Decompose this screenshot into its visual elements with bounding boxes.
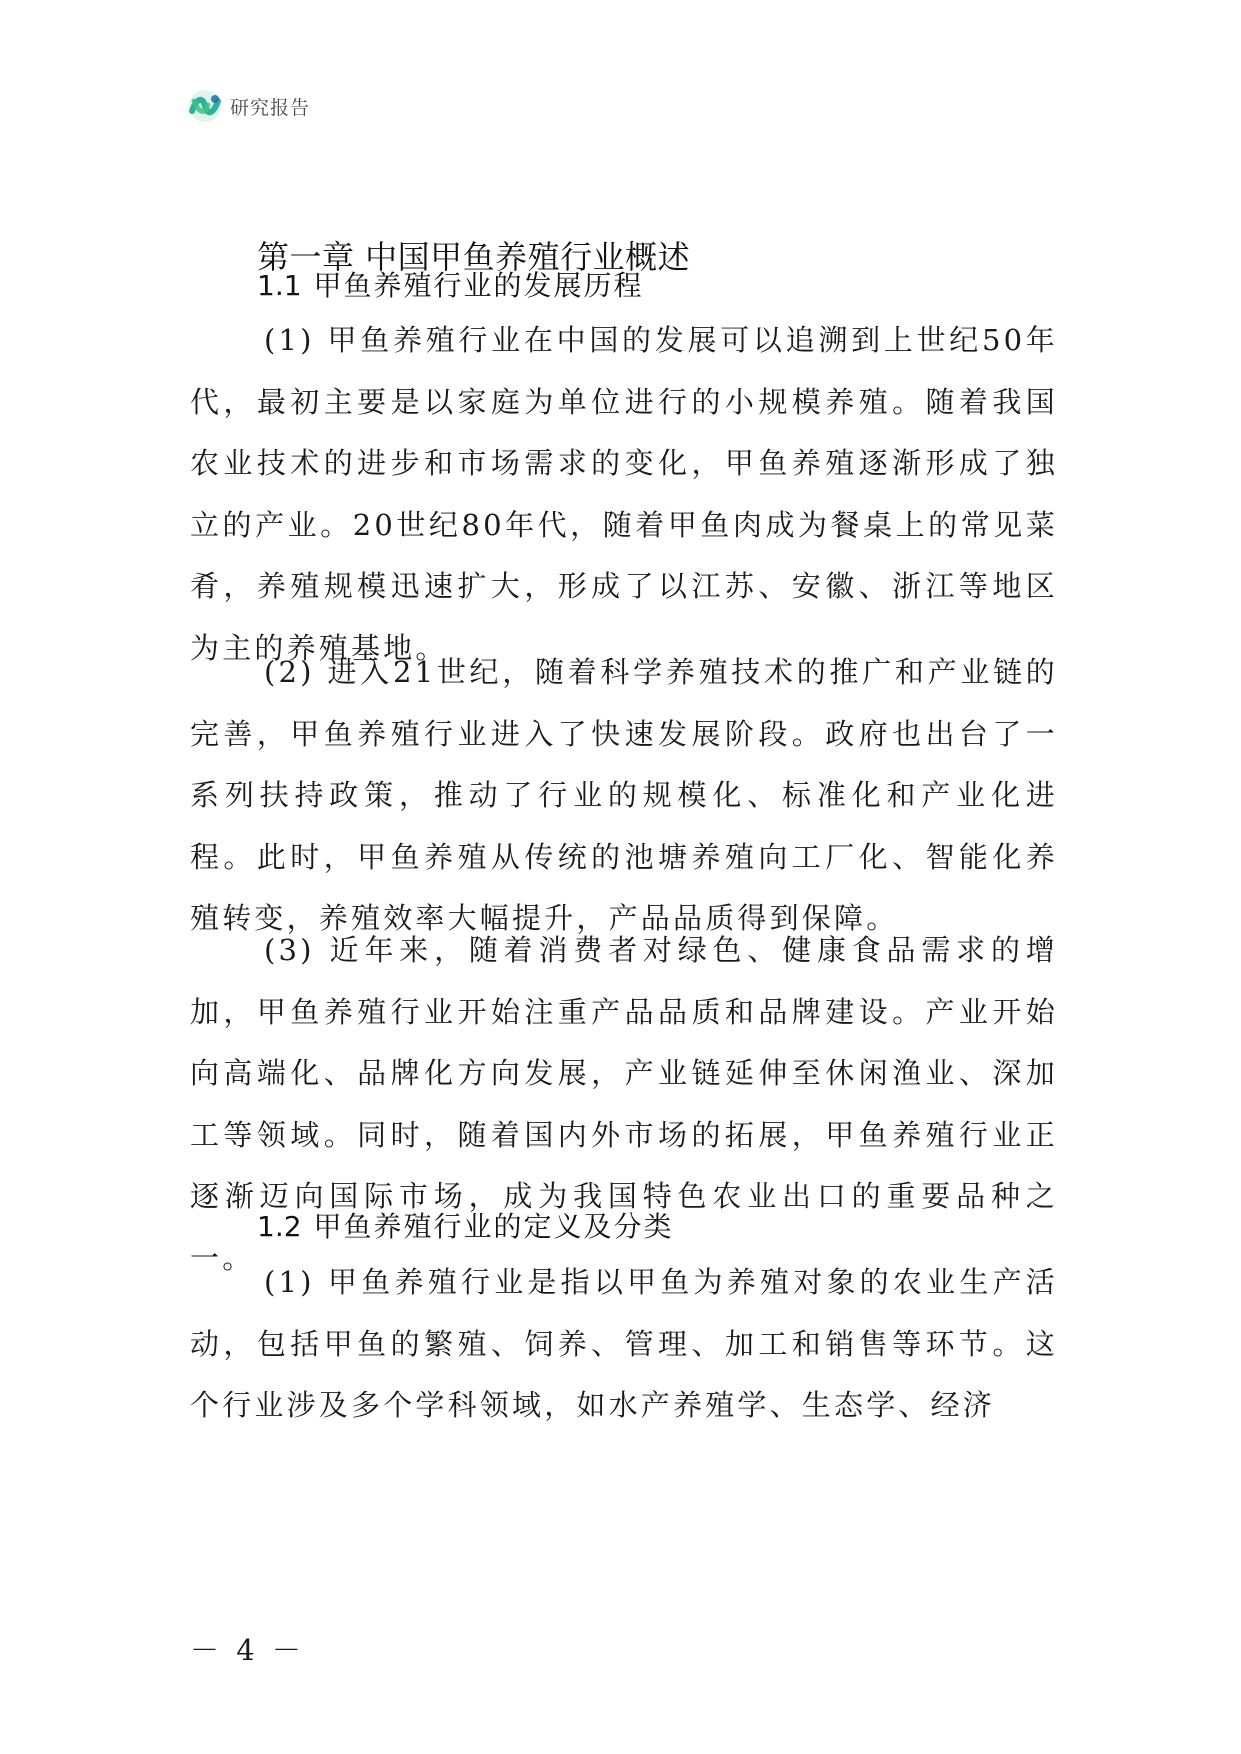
chapter-title: 第一章 中国甲鱼养殖行业概述 <box>257 238 691 276</box>
paragraph-1-1-1: (1) 甲鱼养殖行业在中国的发展可以追溯到上世纪50年代，最初主要是以家庭为单位进行的小规模养殖。随着我国农业技术的进步和市场需求的变化，甲鱼养殖逐渐形成了独立的产业。20世纪80年代，随着甲鱼肉成为餐桌上的常见菜肴，养殖规模迅速扩大，形成了以江苏、安徽、浙江等地区为主的养殖基地。 <box>190 323 1058 665</box>
paragraph-1-1-3: (3) 近年来，随着消费者对绿色、健康食品需求的增加，甲鱼养殖行业开始注重产品品质和品牌建设。产业开始向高端化、品牌化方向发展，产业链延伸至休闲渔业、深加工等领域。同时，随着国内外市场的拓展，甲鱼养殖行业正逐渐迈向国际市场，成为我国特色农业出口的重要品种之一。 <box>190 933 1058 1275</box>
page-number: － 4 － <box>190 1633 305 1667</box>
section-heading-1-1 <box>257 264 644 304</box>
section-number: 1.1 <box>257 269 302 302</box>
report-logo-icon <box>188 89 222 123</box>
section-title-text: 甲鱼养殖行业的定义及分类 <box>313 1210 674 1243</box>
paragraph-1-1-2: (2) 进入21世纪，随着科学养殖技术的推广和产业链的完善，甲鱼养殖行业进入了快速发展阶段。政府也出台了一系列扶持政策，推动了行业的规模化、标准化和产业化进程。此时，甲鱼养殖从传统的池塘养殖向工厂化、智能化养殖转变，养殖效率大幅提升，产品品质得到保障。 <box>190 655 1058 935</box>
report-header <box>188 88 310 124</box>
section-title-text: 甲鱼养殖行业的发展历程 <box>313 269 644 302</box>
section-heading-1-2 <box>257 1205 674 1245</box>
section-number: 1.2 <box>257 1210 302 1243</box>
header-title: 研究报告 <box>230 96 311 119</box>
paragraph-1-2-1: (1) 甲鱼养殖行业是指以甲鱼为养殖对象的农业生产活动，包括甲鱼的繁殖、饲养、管理、加工和销售等环节。这个行业涉及多个学科领域，如水产养殖学、生态学、经济 <box>190 1265 1058 1422</box>
